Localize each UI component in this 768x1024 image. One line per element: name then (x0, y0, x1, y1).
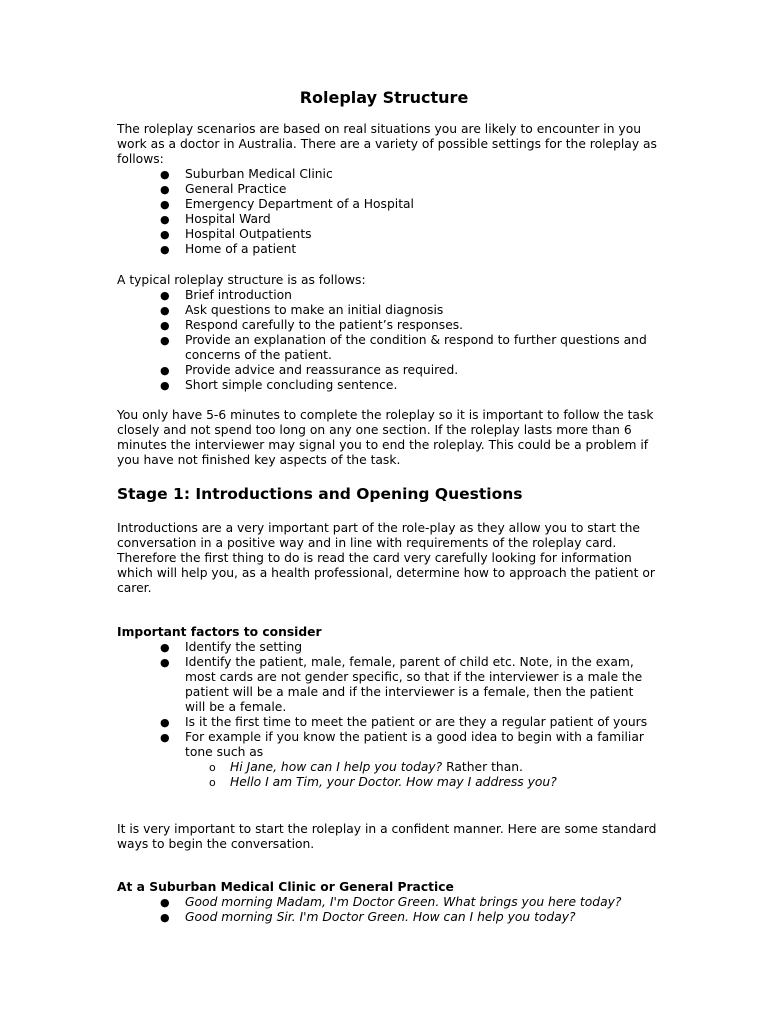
list-item: o Hello I am Tim, your Doctor. How may I address you? (209, 775, 557, 789)
stage1-heading: Stage 1: Introductions and Opening Questions (117, 485, 523, 503)
list-item: ● Short simple concluding sentence. (160, 378, 398, 392)
examples-sublist (117, 760, 657, 790)
bullet-icon: ● (160, 228, 170, 241)
list-item: ● Good morning Madam, I'm Doctor Green. What brings you here today? (160, 895, 622, 909)
factors-section (117, 625, 657, 790)
structure-paragraph: A typical roleplay structure is as follows: (117, 273, 366, 287)
bullet-icon: ● (160, 289, 170, 302)
bullet-icon: ● (160, 168, 170, 181)
timing-section (117, 408, 657, 468)
list-item: ● Provide advice and reassurance as required. (160, 363, 459, 377)
list-item: ● Identify the setting (160, 640, 303, 654)
list-item: ● Respond carefully to the patient’s responses. (160, 318, 464, 332)
list-item: o Hi Jane, how can I help you today? Rather than. (209, 760, 523, 774)
sub-bullet-icon: o (209, 776, 216, 789)
clinic-heading: At a Suburban Medical Clinic or General Practice (117, 880, 454, 894)
bullet-icon: ● (160, 641, 170, 654)
intro-paragraph: The roleplay scenarios are based on real situations you are likely to encounter in you work as a doctor in Australia. There are a variety of possible settings for the roleplay as follows: (117, 122, 657, 166)
stage1-paragraph: Introductions are a very important part of the role-play as they allow you to start the conversation in a positive way and in line with requirements of the roleplay card. Therefore the first thing to do is read the card very carefully looking for information which will help you, as a health professional, determine how to approach the patient or carer. (117, 521, 655, 595)
bullet-icon: ● (160, 896, 170, 909)
confident-paragraph: It is very important to start the roleplay in a confident manner. Here are some standard ways to begin the conversation. (117, 822, 657, 851)
list-item: ● Good morning Sir. I'm Doctor Green. How can I help you today? (160, 910, 576, 924)
clinic-list (117, 895, 657, 925)
factors-heading: Important factors to consider (117, 625, 322, 639)
list-item: ● Hospital Outpatients (160, 227, 312, 241)
bullet-icon: ● (160, 911, 170, 924)
structure-list (117, 288, 657, 393)
confident-section (117, 822, 657, 852)
bullet-icon: ● (160, 731, 170, 744)
bullet-icon: ● (160, 183, 170, 196)
bullet-icon: ● (160, 319, 170, 332)
bullet-icon: ● (160, 198, 170, 211)
list-item: ● Hospital Ward (160, 212, 271, 226)
bullet-icon: ● (160, 334, 170, 347)
list-item: ● Emergency Department of a Hospital (160, 197, 414, 211)
structure-section (117, 273, 657, 393)
bullet-icon: ● (160, 213, 170, 226)
factors-list (117, 640, 657, 760)
bullet-icon: ● (160, 304, 170, 317)
stage1-section (117, 485, 657, 503)
list-item: ● Brief introduction (160, 288, 292, 302)
clinic-section (117, 880, 657, 925)
sub-bullet-icon: o (209, 761, 216, 774)
stage1-body (117, 521, 657, 596)
list-item: ● Suburban Medical Clinic (160, 167, 333, 181)
intro-section (117, 122, 657, 257)
settings-list (117, 167, 657, 257)
timing-paragraph: You only have 5-6 minutes to complete the roleplay so it is important to follow the task closely and not spend too long on any one section. If the roleplay lasts more than 6 minutes the interviewer may signal you to end the roleplay. This could be a problem if you have not finished key aspects of the task. (117, 408, 654, 467)
bullet-icon: ● (160, 364, 170, 377)
bullet-icon: ● (160, 243, 170, 256)
list-item: ● For example if you know the patient is a good idea to begin with a familiar tone such as (160, 730, 644, 759)
list-item: ● Home of a patient (160, 242, 297, 256)
bullet-icon: ● (160, 656, 170, 669)
page-title: Roleplay Structure (299, 88, 469, 107)
list-item: ● General Practice (160, 182, 287, 196)
list-item: ● Identify the patient, male, female, parent of child etc. Note, in the exam, most cards are not gender specific, so that if the interviewer is a male the patient will be a male and if the interviewer is a female, then the patient will be a female. (160, 655, 643, 714)
list-item: ● Provide an explanation of the condition & respond to further questions and concerns of the patient. (160, 333, 647, 362)
list-item: ● Is it the first time to meet the patient or are they a regular patient of yours (160, 715, 648, 729)
bullet-icon: ● (160, 716, 170, 729)
bullet-icon: ● (160, 379, 170, 392)
list-item: ● Ask questions to make an initial diagnosis (160, 303, 444, 317)
